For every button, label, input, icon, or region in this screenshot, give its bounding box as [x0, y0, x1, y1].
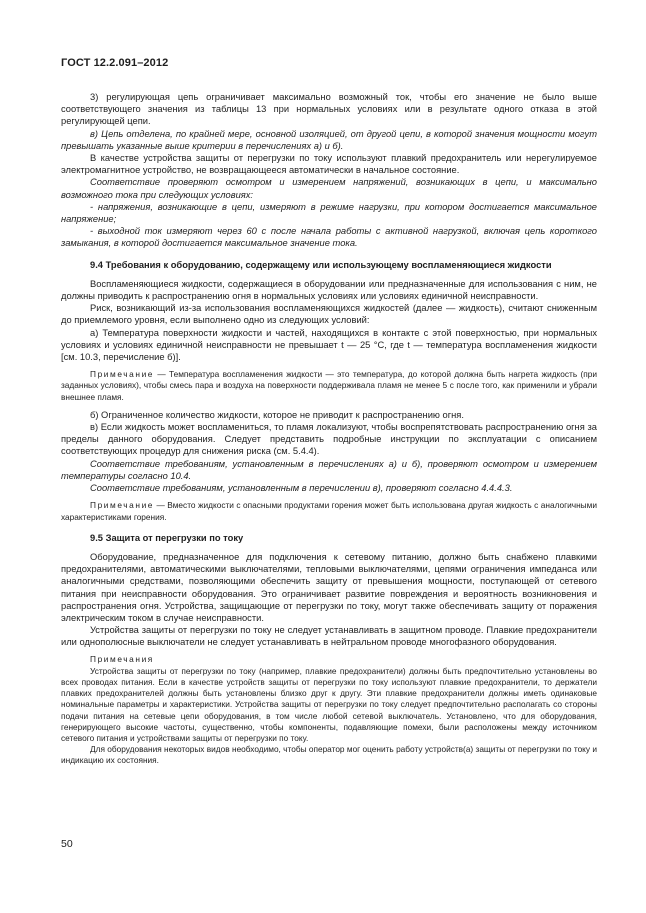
- document-header: ГОСТ 12.2.091–2012: [61, 57, 169, 69]
- note-text: — Вместо жидкости с опасными продуктами горения может быть использована другая жидкость с аналогичными характеристиками горения.: [61, 500, 597, 522]
- paragraph: а) Температура поверхности жидкости и частей, находящихся в контакте с этой поверхностью, при нормальных условиях и условиях единичной неисправности не превышает t — 25 °С, где t — температура воспламенения жидкости [см. 10.3, перечисление б)].: [61, 327, 597, 363]
- section-heading-9-5: 9.5 Защита от перегрузки по току: [90, 532, 244, 543]
- paragraph: 3) регулирующая цепь ограничивает максимально возможный ток, чтобы его значение не было выше соответствующего значения из таблицы 13 при нормальных условиях или в результате одного отказа в этой регулирующей цепи.: [61, 92, 597, 127]
- page-number: 50: [61, 838, 73, 850]
- section-heading-9-4: 9.4 Требования к оборудованию, содержащему или использующему воспламеняющиеся жидкости: [90, 259, 552, 270]
- note-label: Примечание: [90, 500, 155, 511]
- paragraph: б) Ограниченное количество жидкости, которое не приводит к распространению огня.: [90, 409, 464, 420]
- note: [61, 500, 597, 522]
- note-text: — Температура воспламенения жидкости — это температура, до которой должна быть нагрета жидкость (при заданных условиях), чтобы смесь пара и воздуха на поверхности поддерживала пламя не менее 5 с после того, как применили и убрали внешнее пламя.: [61, 369, 597, 402]
- paragraph: В качестве устройства защиты от перегрузки по току используют плавкий предохранитель или нерегулируемое электромагнитное устройство, не возвращающееся автоматически в начальное состояние.: [61, 153, 597, 176]
- paragraph: - напряжения, возникающие в цепи, измеряют в режиме нагрузки, при котором достигается максимальное напряжение;: [61, 201, 597, 225]
- paragraph: в) Цепь отделена, по крайней мере, основной изоляцией, от другой цепи, в которой значения мощности могут превышать указанные выше критерии в перечислениях а) и б).: [61, 128, 597, 151]
- notes-title: Примечания: [90, 653, 154, 664]
- paragraph: Риск, возникающий из-за использования воспламеняющихся жидкостей (далее — жидкость), считают сниженным до приемлемого уровня, если выполнено одно из следующих условий:: [61, 303, 597, 326]
- paragraph: Воспламеняющиеся жидкости, содержащиеся в оборудовании или предназначенные для использования с ним, не должны приводить к распространению огня в нормальных условиях или условиях единичной неисправности.: [61, 278, 597, 302]
- paragraph: Оборудование, предназначенное для подключения к сетевому питанию, должно быть снабжено плавкими предохранителями, автоматическими выключателями, тепловыми выключателями, цепями ограничения импеданса или аналогичными средствами, позволяющими обеспечить защиту от превышения мощности, поступающей от сетевого питания при неисправности оборудования. Это ограничивает развитие повреждения и вероятность возникновения и распространения огня. Устройства, защищающие от перегрузки по току, могут также обеспечивать защиту от поражения электрическим током в случае неисправности.: [61, 551, 597, 623]
- note-text: Для оборудования некоторых видов необходимо, чтобы оператор мог оценить работу устройств(а) защиты от перегрузки по току и индикацию их состояния.: [61, 744, 597, 766]
- paragraph: Устройства защиты от перегрузки по току не следует устанавливать в защитном проводе. Плавкие предохранители или однополюсные выключатели не следует устанавливать в нейтральном проводе многофазного оборудования.: [61, 625, 597, 648]
- note-text: Устройства защиты от перегрузки по току (например, плавкие предохранители) должны быть предпочтительно установлены во всех проводах питания. Если в качестве устройств защиты от перегрузки по току используют плавкие предохранители, то держатели плавких предохранителей должны быть установлены близко друг к другу. Эти плавкие предохранители должны иметь одинаковые номинальные параметры и характеристики. Устройства защиты от перегрузки по току следует предпочтительно располагать со стороны подачи питания на сетевые цепи оборудования, в том числе любой сетевой выключатель. Установлено, что для оборудования, генерирующего высокие частоты, существенно, чтобы компоненты, подавляющие помехи, были расположены между источником сетевого питания и устройствами защиты от перегрузки по току.: [61, 665, 597, 743]
- paragraph: Соответствие требованиям, установленным в перечислении в), проверяют согласно 4.4.4.3.: [90, 483, 513, 494]
- note: [61, 369, 597, 403]
- paragraph: Соответствие требованиям, установленным в перечислениях а) и б), проверяют осмотром и измерением температуры согласно 10.4.: [61, 458, 597, 481]
- paragraph: Соответствие проверяют осмотром и измерением напряжений, возникающих в цепи, и максимально возможного тока при следующих условиях:: [61, 177, 597, 200]
- paragraph: - выходной ток измеряют через 60 с после начала работы с активной нагрузкой, включая цепь короткого замыкания, в которой достигается максимальное значение тока.: [61, 226, 597, 249]
- notes-block: [61, 654, 597, 767]
- note-label: Примечание: [90, 369, 155, 380]
- document-body: [61, 91, 597, 767]
- paragraph: в) Если жидкость может воспламениться, то пламя локализуют, чтобы воспрепятствовать распространению огня за пределы данного оборудования. Следует представить подробные инструкции по эксплуатации с описанием соответствующих процедур для снижения риска (см. 5.4.4).: [61, 422, 597, 457]
